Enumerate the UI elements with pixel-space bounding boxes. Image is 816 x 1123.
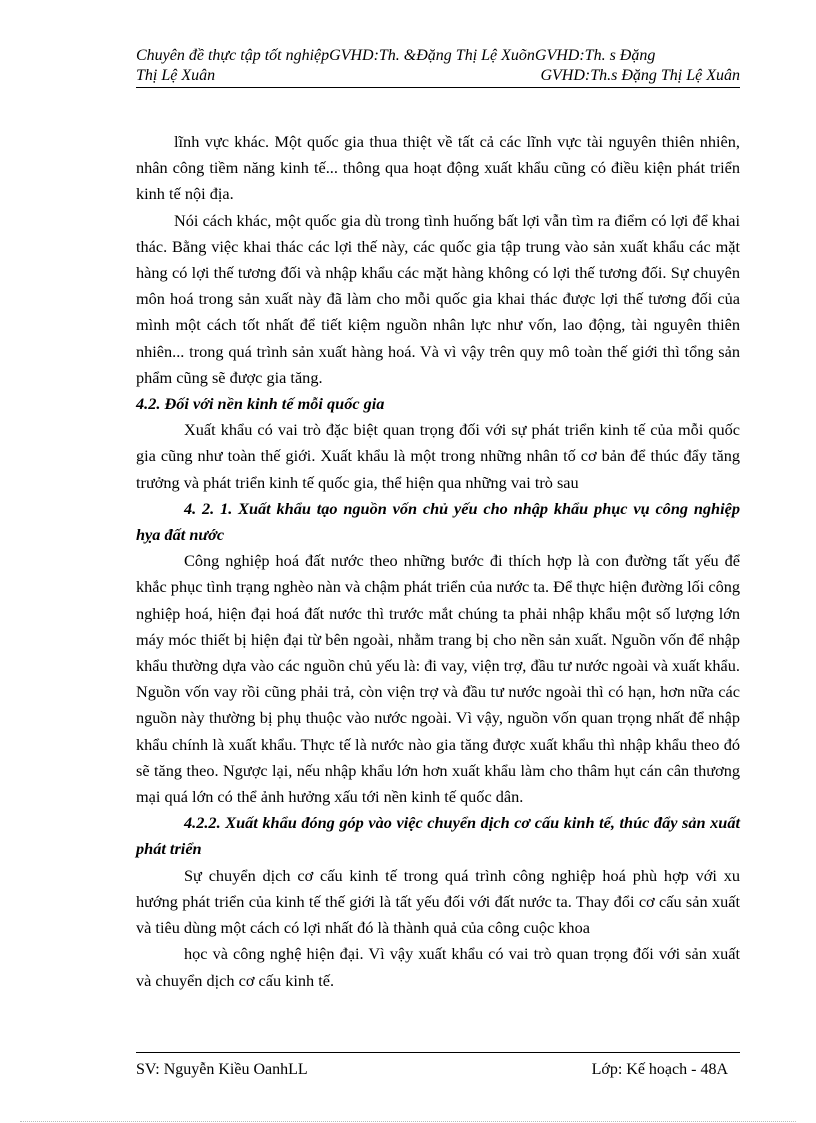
paragraph-2: Nói cách khác, một quốc gia dù trong tình huống bất lợi vẫn tìm ra điểm có lợi để khai thác. Bằng việc khai thác các lợi thế này, các quốc gia tập trung vào sản xuất khẩu các mặt hàng có lợi thế tương đối và nhập khẩu các mặt hàng không có lợi thế tương đối. Sự chuyên môn hoá trong sản xuất này đã làm cho mỗi quốc gia khai thác được lợi thế tương đối của mình một cách tốt nhất để tiết kiệm nguồn nhân lực như vốn, lao động, tài nguyên thiên nhiên... trong quá trình sản xuất hàng hoá. Và vì vậy trên quy mô toàn thế giới thì tổng sản phẩm cũng sẽ được gia tăng. [136, 210, 740, 387]
paragraph-5: Sự chuyển dịch cơ cấu kinh tế trong quá trình công nghiệp hoá phù hợp với xu hướng phát triển của kinh tế thế giới là tất yếu đối với đất nước ta. Thay đổi cơ cấu sản xuất và tiêu dùng một cách có lợi nhất đó là thành quả của công cuộc khoa [136, 865, 740, 938]
header-supervisor: GVHD:Th.s Đặng Thị Lệ Xuân [540, 67, 740, 84]
document-body [136, 129, 740, 994]
header-line-2 [136, 66, 740, 86]
page-footer [136, 1052, 740, 1079]
footer-student: SV: Nguyễn Kiều OanhLL [136, 1061, 308, 1078]
page-header [136, 46, 740, 88]
header-line-2-left: Thị Lệ Xuân [136, 67, 216, 84]
header-line-1: Chuyên đề thực tập tốt nghiệpGVHD:Th. &Đặng Thị Lệ XuõnGVHD:Th. s Đặng [136, 47, 656, 64]
footer-class: Lớp: Kế hoạch - 48A [591, 1061, 728, 1078]
heading-4-2-2: 4.2.2. Xuất khẩu đóng góp vào việc chuyển dịch cơ cấu kinh tế, thúc đẩy sản xuất phát triển [136, 813, 740, 859]
page-edge-divider [20, 1121, 796, 1122]
paragraph-6: học và công nghệ hiện đại. Vì vậy xuất khẩu có vai trò quan trọng đối với sản xuất và chuyển dịch cơ cấu kinh tế. [136, 944, 740, 990]
paragraph-3: Xuất khẩu có vai trò đặc biệt quan trọng đối với sự phát triển kinh tế của mỗi quốc gia cũng như toàn thế giới. Xuất khẩu là một trong những nhân tố cơ bản để thúc đẩy tăng trưởng và phát triển kinh tế quốc gia, thể hiện qua những vai trò sau [136, 420, 740, 492]
heading-4-2: 4.2. Đối với nền kinh tế mỗi quốc gia [136, 394, 385, 414]
paragraph-1: lĩnh vực khác. Một quốc gia thua thiệt về tất cả các lĩnh vực tài nguyên thiên nhiên, nhân công tiềm năng kinh tế... thông qua hoạt động xuất khẩu cũng có điều kiện phát triển kinh tế nội địa. [136, 132, 740, 204]
heading-4-2-1: 4. 2. 1. Xuất khẩu tạo nguồn vốn chủ yếu cho nhập khẩu phục vụ công nghiệp hỵa đất nước [136, 498, 740, 545]
paragraph-4: Công nghiệp hoá đất nước theo những bước đi thích hợp là con đường tất yếu để khắc phục tình trạng nghèo nàn và chậm phát triển của nước ta. Để thực hiện đường lối công nghiệp hoá, hiện đại hoá đất nước thì trước mắt chúng ta phải nhập khẩu một số lượng lớn máy móc thiết bị hiện đại từ bên ngoài, nhằm trang bị cho nền sản xuất. Nguồn vốn để nhập khẩu thường dựa vào các nguồn chủ yếu là: đi vay, viện trợ, đầu tư nước ngoài và xuất khẩu. Nguồn vốn vay rồi cũng phải trả, còn viện trợ và đầu tư nước ngoài thì có hạn, hơn nữa các nguồn này thường bị phụ thuộc vào nước ngoài. Vì vậy, nguồn vốn quan trọng nhất để nhập khẩu chính là xuất khẩu. Thực tế là nước nào gia tăng được xuất khẩu thì nhập khẩu theo đó sẽ tăng theo. Ngược lại, nếu nhập khẩu lớn hơn xuất khẩu làm cho thâm hụt cán cân thương mại quá lớn có thể ảnh hưởng xấu tới nền kinh tế quốc dân. [136, 551, 740, 807]
